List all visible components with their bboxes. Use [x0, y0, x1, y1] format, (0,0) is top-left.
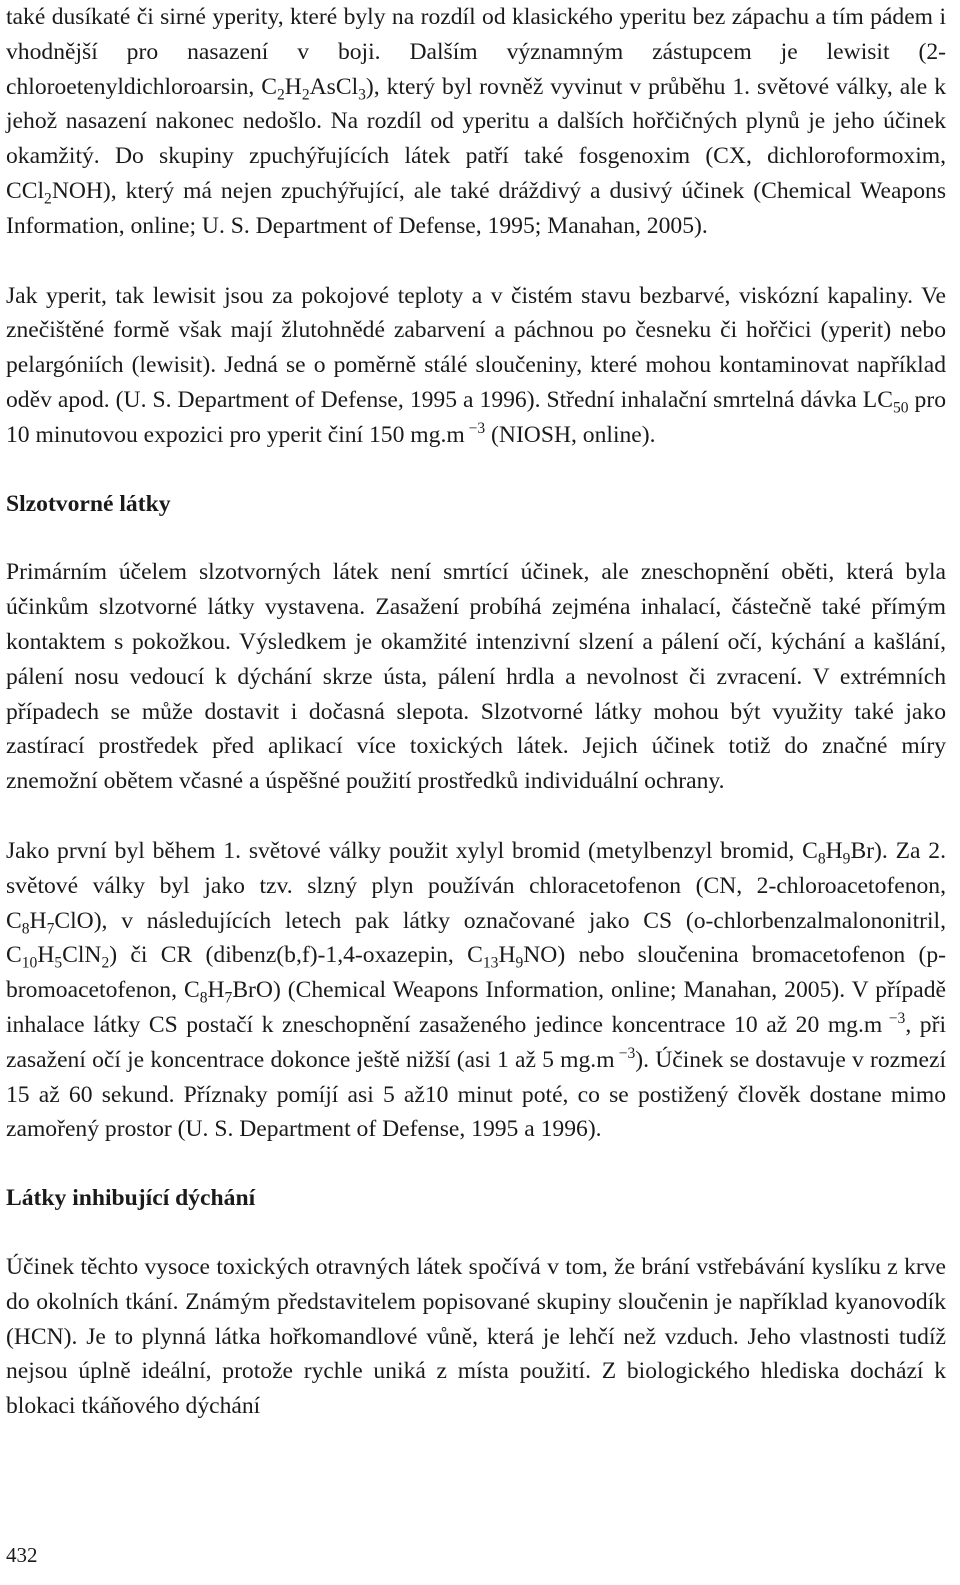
superscript: −3 [464, 419, 486, 437]
subscript: 2 [301, 86, 310, 104]
section-heading-tear-agents: Slzotvorné látky [6, 490, 171, 517]
subscript: 2 [44, 190, 52, 208]
text-run: Jako první byl během 1. světové války použit xylyl bromid (metylbenzyl bromid, C [6, 837, 818, 864]
text-run: pro 10 minutovou expozici pro yperit činí 150 mg.m [6, 386, 946, 448]
text-run: také dusíkaté či sirné yperity, které byly na rozdíl od klasického yperitu bez zápachu a tím pádem i vhodnější pro nasazení v boji. Dalším významným zástupcem je lewisit (2-chloroetenyldichloroarsin, C [6, 4, 946, 100]
text-run: Účinek těchto vysoce toxických otravných látek spočívá v tom, že brání vstřebávání kyslíku z krve do okolních tkání. Známým představitelem popisované skupiny sloučenin je například kyanovodík (HCN). Je to plynná látka hořkomandlové vůně, která je lehčí než vzduch. Jeho vlastnosti tudíž nejsou úplně ideální, protože rychle uniká z místa použití. Z biologického hlediska dochází k blokaci tkáňového dýchání [6, 1253, 946, 1420]
subscript: 2 [277, 86, 285, 104]
text-run: Primárním účelem slzotvorných látek není smrtící účinek, ale zneschopnění oběti, která byla účinkům slzotvorné látky vystavena. Zasažení probíhá zejména inhalací, částečně také přímým kontaktem s pokožkou. Výsledkem je okamžité intenzivní slzení a pálení očí, kýchání a kašlání, pálení nosu vedoucí k dýchání skrze ústa, pálení hrdla a nevolnost či zvracení. V extrémních případech se může dostavit i dočasná slepota. Slzotvorné látky mohou být využity také jako zastírací prostředek před aplikací více toxických látek. Jejich účinek totiž do značné míry znemožní obětem včasné a úspěšné použití prostředků individuální ochrany. [6, 559, 946, 795]
text-run: H [825, 837, 843, 864]
subscript: 2 [101, 955, 110, 973]
paragraph-blister-agents [6, 0, 946, 244]
text-run: H [498, 942, 516, 969]
subscript: 3 [358, 86, 366, 104]
text-run: NO) nebo sloučenina bromacetofenon (p-bromoacetofenon, C [6, 942, 946, 1004]
text-run: H [284, 73, 302, 100]
text-run: H [29, 907, 47, 934]
superscript: −3 [614, 1044, 636, 1062]
text-run: ClO), v následujících letech pak látky označované jako CS (o-chlorbenzalmalononitril, C [6, 907, 946, 969]
section-heading-respiratory-inhibitors: Látky inhibující dýchání [6, 1185, 256, 1212]
text-run: NOH), který má nejen zpuchýřující, ale také dráždivý a dusivý účinek (Chemical Weapons Information, online; U. S. Department of Defense, 1995; Manahan, 2005). [6, 177, 946, 239]
subscript: 7 [46, 920, 55, 938]
text-run: BrO) (Chemical Weapons Information, online; Manahan, 2005). V případě inhalace látky CS postačí k zneschopnění zasaženého jedince koncentrace 10 až 20 mg.m [6, 977, 947, 1038]
paragraph-yperit-lewisit-properties [6, 279, 946, 453]
text-run: H [37, 942, 55, 969]
text-run: ClN [62, 942, 102, 969]
text-run: AsCl [309, 73, 359, 100]
subscript: 13 [482, 955, 499, 973]
page-number: 432 [6, 1543, 38, 1567]
subscript: 8 [21, 920, 30, 938]
text-run: ) či CR (dibenz(b,f)-1,4-oxazepin, C [109, 942, 483, 969]
subscript: 10 [21, 955, 38, 973]
subscript: 9 [515, 955, 524, 973]
text-run: , při zasažení očí je koncentrace dokonce ještě nižší (asi 1 až 5 mg.m [6, 1011, 946, 1073]
subscript: 5 [54, 955, 63, 973]
text-run: H [207, 977, 225, 1004]
paragraph-tear-agents-history [6, 834, 946, 1147]
subscript: 8 [817, 850, 826, 868]
document-page [6, 0, 946, 1424]
subscript: 7 [224, 989, 233, 1007]
text-run: Jak yperit, tak lewisit jsou za pokojové teploty a v čistém stavu bezbarvé, viskózní kapaliny. Ve znečištěné formě však mají žlutohnědé zabarvení a páchnou po česneku či hořčici (yperit) nebo pelargóniích (lewisit). Jedná se o poměrně stálé sloučeniny, které mohou kontaminovat například oděv apod. (U. S. Department of Defense, 1995 a 1996). Střední inhalační smrtelná dávka LC [6, 282, 946, 413]
text-run: ). Účinek se dostavuje v rozmezí 15 až 60 sekund. Příznaky pomíjí asi 5 až10 minut poté, co se postižený člověk dostane mimo zamořený prostor (U. S. Department of Defense, 1995 a 1996). [6, 1046, 946, 1143]
text-run: ), který byl rovněž vyvinut v průběhu 1. světové války, ale k jehož nasazení nakonec nedošlo. Na rozdíl od yperitu a dalších hořčičných plynů je jeho účinek okamžitý. Do skupiny zpuchýřujících látek patří také fosgenoxim (CX, dichloroformoxim, CCl [6, 73, 946, 204]
paragraph-tear-agents-purpose [6, 555, 946, 799]
subscript: 9 [842, 850, 851, 868]
subscript: 50 [892, 399, 909, 417]
text-run: (NIOSH, online). [485, 421, 656, 448]
superscript: −3 [882, 1010, 906, 1028]
text-run: Br). Za 2. světové války byl jako tzv. slzný plyn používán chloracetofenon (CN, 2-chloroacetofenon, C [6, 837, 946, 934]
paragraph-respiratory-inhibitors [6, 1250, 946, 1424]
subscript: 8 [199, 989, 208, 1007]
